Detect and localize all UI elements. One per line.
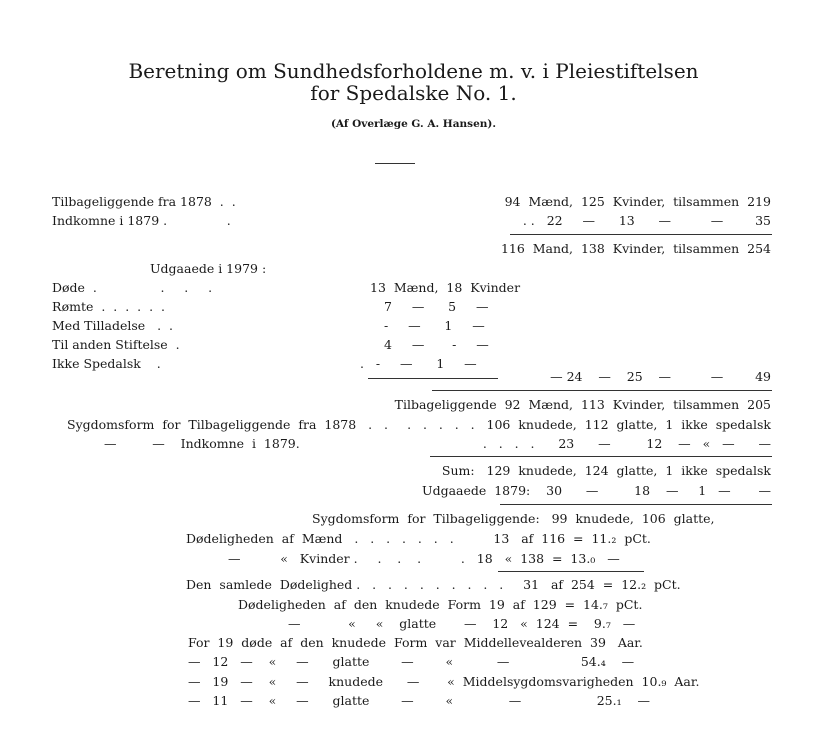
row-values: Sum: 129 knudede, 124 glatte, 1 ikke spedalsk (441, 463, 771, 478)
row-label: Indkomne i 1879 . . (52, 213, 231, 228)
row-values: — 24 — 25 — — 49 (550, 369, 771, 384)
sum-rule (430, 456, 772, 457)
row-text: Dødeligheden af Mænd . . . . . . . 13 af 116 = 11.₂ pCt. (186, 531, 651, 546)
sum-rule (432, 390, 772, 391)
row-label: Til anden Stiftelse . (52, 337, 180, 352)
row-values: 94 Mænd, 125 Kvinder, tilsammen 219 (504, 194, 771, 209)
row-label: Med Tilladelse . . (52, 318, 173, 333)
row-values: . . 22 — 13 — — 35 (522, 213, 771, 228)
sum-rule (498, 571, 644, 572)
row-values: 13 Mænd, 18 Kvinder (370, 280, 521, 295)
row-label: — — Indkomne i 1879. (104, 436, 300, 451)
row-label: Rømte . . . . . . (52, 299, 165, 314)
row-text: — 19 — « — knudede — « Middelsygdomsvarigheden 10.₉ Aar. (188, 674, 700, 689)
title-line-2: for Spedalske No. 1. (310, 81, 517, 105)
row-text: — 11 — « — glatte — « — 25.₁ — (188, 693, 651, 708)
section-heading: Udgaaede i 1979 : (150, 261, 267, 276)
sum-rule (368, 378, 498, 379)
row-label: Tilbageliggende fra 1878 . . (52, 194, 236, 209)
row-values: 116 Mand, 138 Kvinder, tilsammen 254 (500, 241, 771, 256)
title-divider (375, 163, 415, 164)
row-text: For 19 døde af den knudede Form var Middellevealderen 39 Aar. (188, 635, 643, 650)
row-values: - — 1 — (384, 318, 485, 333)
row-values: 7 — 5 — (384, 299, 489, 314)
title-line-1: Beretning om Sundhedsforholdene m. v. i Pleiestiftelsen (128, 59, 699, 83)
row-values: . . . . 23 — 12 — « — — (482, 436, 771, 451)
row-text: Den samlede Dødelighed . . . . . . . . . . 31 af 254 = 12.₂ pCt. (186, 577, 681, 592)
row-label: Døde . . . . (52, 280, 213, 295)
author-line: (Af Overlæge G. A. Hansen). (330, 118, 497, 130)
sum-rule (510, 234, 772, 235)
row-text: — « Kvinder . . . . . 18 « 138 = 13.₀ — (228, 551, 620, 566)
row-text: Sygdomsform for Tilbageliggende: 99 knudede, 106 glatte, (312, 511, 715, 526)
row-label: Ikke Spedalsk . (52, 356, 161, 371)
row-values: Tilbageliggende 92 Mænd, 113 Kvinder, tilsammen 205 (394, 397, 771, 412)
row-label: Sygdomsform for Tilbageliggende fra 1878 . . (67, 417, 389, 432)
row-text: Dødeligheden af den knudede Form 19 af 129 = 14.₇ pCt. (238, 597, 643, 612)
row-values: Udgaaede 1879: 30 — 18 — 1 — — (422, 483, 771, 498)
row-values: . . . . . 106 knudede, 112 glatte, 1 ikke spedalsk (407, 417, 771, 432)
row-text: — « « glatte — 12 « 124 = 9.₇ — (288, 616, 636, 631)
row-values: . - — 1 — (360, 356, 477, 371)
sum-rule (500, 504, 772, 505)
row-values: 4 — - — (384, 337, 489, 352)
row-text: — 12 — « — glatte — « — 54.₄ — (188, 654, 635, 669)
